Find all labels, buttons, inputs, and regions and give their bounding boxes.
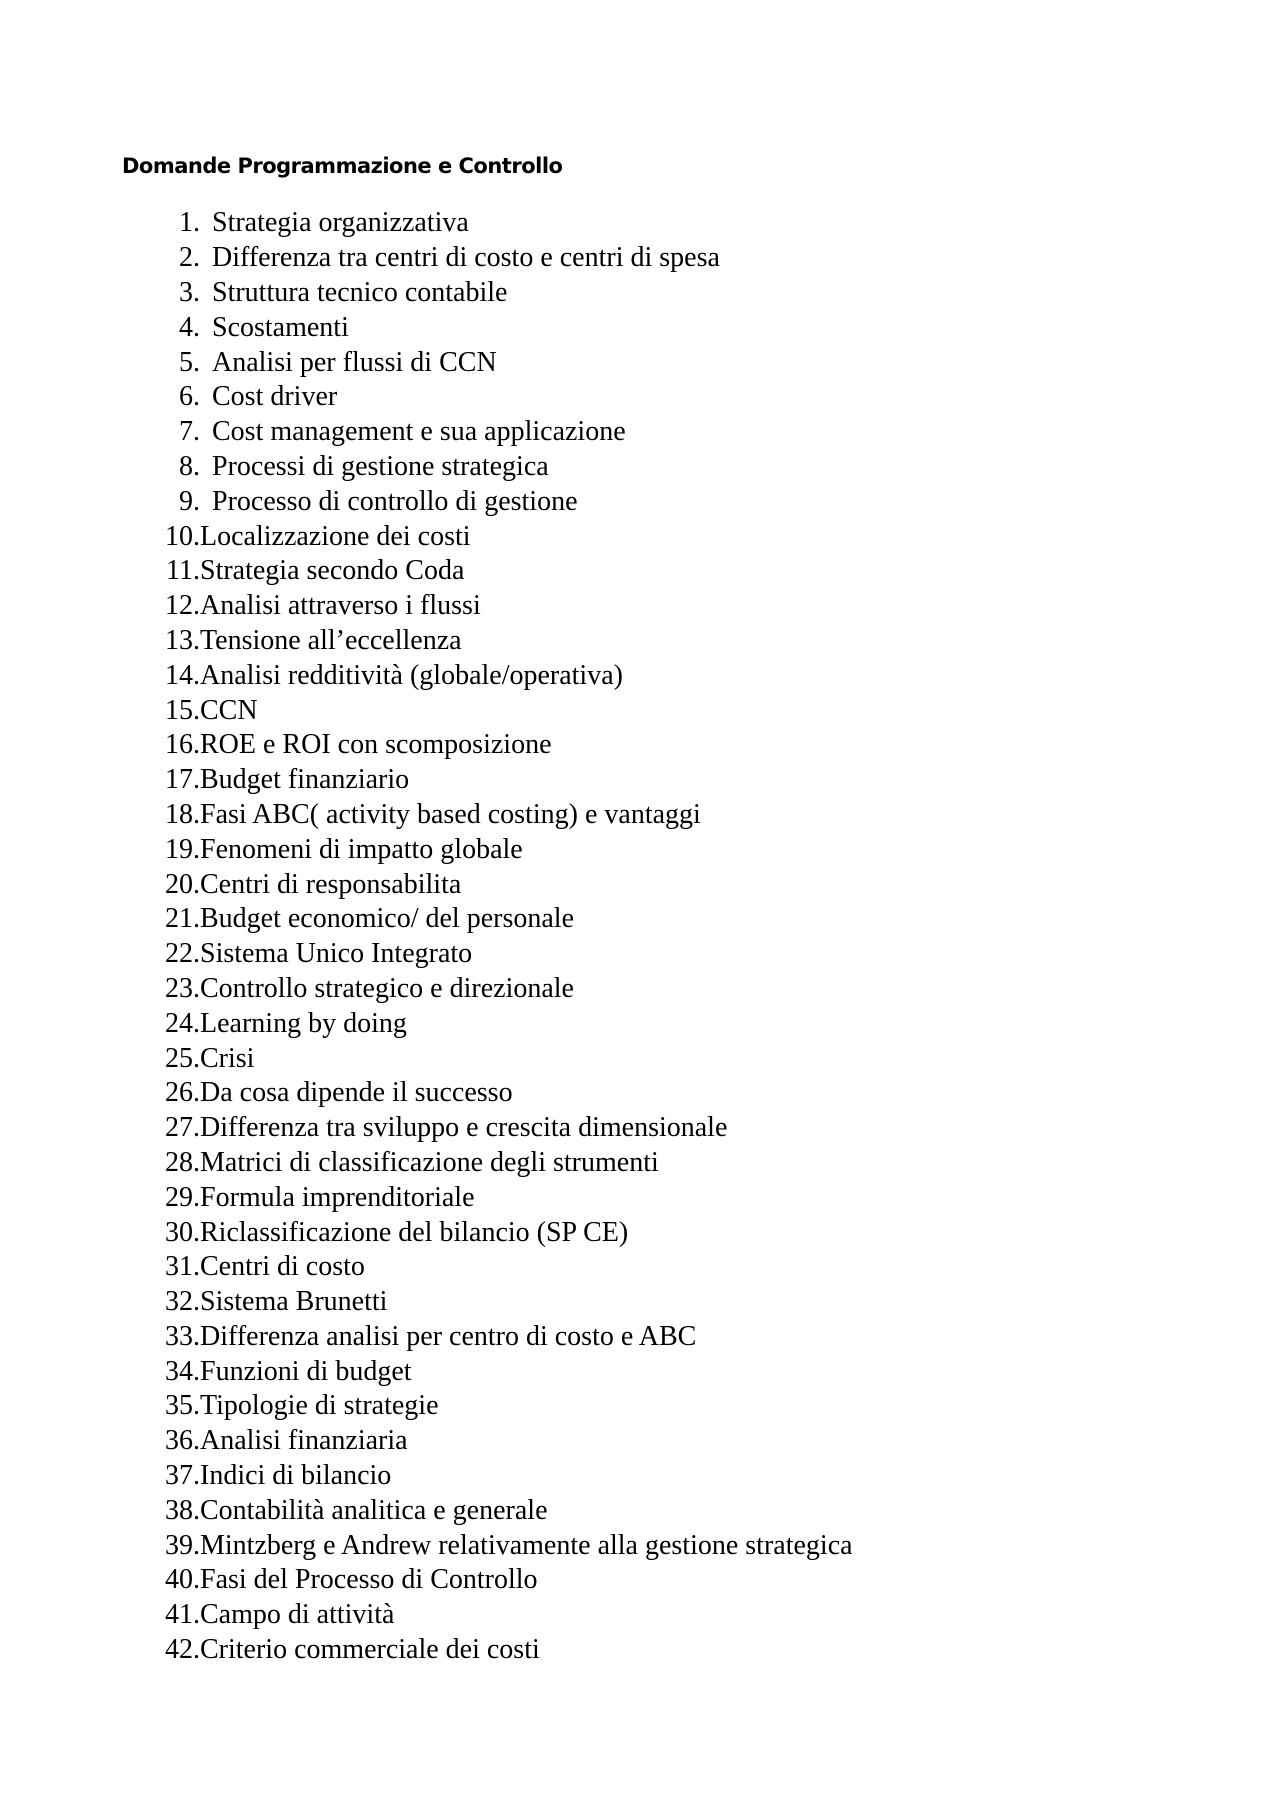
list-item bbox=[160, 484, 853, 519]
question-number: 14. bbox=[165, 659, 200, 691]
question-number: 6. bbox=[179, 381, 200, 413]
question-number: 27. bbox=[165, 1112, 200, 1144]
question-text: Sistema Brunetti bbox=[200, 1286, 388, 1318]
question-text: Indici di bilancio bbox=[200, 1460, 392, 1492]
question-text: Analisi redditività (globale/operativa) bbox=[200, 659, 623, 691]
list-item bbox=[160, 1320, 853, 1355]
question-text: Da cosa dipende il successo bbox=[200, 1077, 513, 1109]
question-number: 38. bbox=[165, 1494, 200, 1526]
question-number: 11. bbox=[166, 555, 200, 587]
list-item bbox=[160, 902, 853, 937]
question-text: Centri di costo bbox=[200, 1251, 365, 1283]
question-number: 13. bbox=[165, 624, 200, 656]
list-item bbox=[160, 728, 853, 763]
question-number: 34. bbox=[165, 1355, 200, 1387]
question-number: 42. bbox=[165, 1634, 200, 1666]
question-number: 24. bbox=[165, 1007, 200, 1039]
question-number: 15. bbox=[165, 694, 200, 726]
question-number: 16. bbox=[165, 729, 200, 761]
list-item bbox=[160, 589, 853, 624]
list-item bbox=[160, 658, 853, 693]
list-item bbox=[160, 554, 853, 589]
question-text: Matrici di classificazione degli strumenti bbox=[200, 1146, 659, 1178]
question-number: 28. bbox=[165, 1146, 200, 1178]
question-number: 19. bbox=[165, 833, 200, 865]
question-number: 25. bbox=[165, 1042, 200, 1074]
list-item bbox=[160, 1459, 853, 1494]
list-item bbox=[160, 1076, 853, 1111]
question-text: Analisi per flussi di CCN bbox=[212, 346, 497, 378]
question-number: 41. bbox=[165, 1599, 200, 1631]
question-text: Strategia secondo Coda bbox=[200, 555, 465, 587]
list-item bbox=[160, 1041, 853, 1076]
list-item bbox=[160, 415, 853, 450]
list-item bbox=[160, 1424, 853, 1459]
question-number: 33. bbox=[165, 1320, 200, 1352]
question-text: Sistema Unico Integrato bbox=[200, 938, 473, 970]
question-text: Crisi bbox=[200, 1042, 255, 1074]
question-number: 40. bbox=[165, 1564, 200, 1596]
question-text: Formula imprenditoriale bbox=[200, 1181, 475, 1213]
question-text: Cost driver bbox=[212, 381, 338, 413]
list-item bbox=[160, 832, 853, 867]
question-text: Tensione all’eccellenza bbox=[200, 624, 462, 656]
question-number: 30. bbox=[165, 1216, 200, 1248]
question-number: 17. bbox=[165, 764, 200, 796]
question-number: 37. bbox=[165, 1460, 200, 1492]
question-text: Differenza tra centri di costo e centri di spesa bbox=[212, 242, 720, 274]
question-number: 2. bbox=[179, 242, 200, 274]
question-text: Strategia organizzativa bbox=[212, 207, 469, 239]
question-text: Processi di gestione strategica bbox=[212, 450, 549, 482]
question-text: Fasi del Processo di Controllo bbox=[200, 1564, 538, 1596]
question-number: 22. bbox=[165, 938, 200, 970]
question-text: Localizzazione dei costi bbox=[200, 520, 471, 552]
question-text: Mintzberg e Andrew relativamente alla gestione strategica bbox=[200, 1529, 853, 1561]
list-item bbox=[160, 1354, 853, 1389]
list-item bbox=[160, 1528, 853, 1563]
question-text: Fasi ABC( activity based costing) e vantaggi bbox=[200, 798, 701, 830]
question-number: 4. bbox=[179, 311, 200, 343]
list-item bbox=[160, 937, 853, 972]
question-number: 20. bbox=[165, 868, 200, 900]
list-item bbox=[160, 1180, 853, 1215]
question-text: Fenomeni di impatto globale bbox=[200, 833, 523, 865]
question-text: Analisi attraverso i flussi bbox=[200, 590, 481, 622]
question-number: 7. bbox=[179, 416, 200, 448]
list-item bbox=[160, 519, 853, 554]
question-number: 39. bbox=[165, 1529, 200, 1561]
question-number: 35. bbox=[165, 1390, 200, 1422]
question-number: 9. bbox=[179, 485, 200, 517]
list-item bbox=[160, 1493, 853, 1528]
list-item bbox=[160, 345, 853, 380]
question-number: 29. bbox=[165, 1181, 200, 1213]
question-number: 36. bbox=[165, 1425, 200, 1457]
list-item bbox=[160, 310, 853, 345]
list-item bbox=[160, 1215, 853, 1250]
question-text: Controllo strategico e direzionale bbox=[200, 972, 574, 1004]
question-number: 31. bbox=[165, 1251, 200, 1283]
list-item bbox=[160, 1111, 853, 1146]
question-number: 32. bbox=[165, 1286, 200, 1318]
list-item bbox=[160, 1598, 853, 1633]
question-number: 21. bbox=[165, 903, 200, 935]
question-number: 23. bbox=[165, 972, 200, 1004]
question-text: ROE e ROI con scomposizione bbox=[200, 729, 552, 761]
list-item bbox=[160, 798, 853, 833]
question-text: Differenza analisi per centro di costo e ABC bbox=[200, 1320, 697, 1352]
question-number: 1. bbox=[179, 207, 200, 239]
list-item bbox=[160, 1389, 853, 1424]
list-item bbox=[160, 450, 853, 485]
question-text: Tipologie di strategie bbox=[200, 1390, 439, 1422]
question-text: Differenza tra sviluppo e crescita dimensionale bbox=[200, 1112, 728, 1144]
question-text: Scostamenti bbox=[212, 311, 349, 343]
question-number: 5. bbox=[179, 346, 200, 378]
list-item bbox=[160, 206, 853, 241]
list-item bbox=[160, 972, 853, 1007]
question-number: 12. bbox=[165, 590, 200, 622]
list-item bbox=[160, 1285, 853, 1320]
list-item bbox=[160, 276, 853, 311]
list-item bbox=[160, 867, 853, 902]
question-number: 3. bbox=[179, 276, 200, 308]
question-text: Funzioni di budget bbox=[200, 1355, 412, 1387]
list-item bbox=[160, 1006, 853, 1041]
question-text: Cost management e sua applicazione bbox=[212, 416, 626, 448]
question-text: Budget economico/ del personale bbox=[200, 903, 574, 935]
question-text: Budget finanziario bbox=[200, 764, 410, 796]
list-item bbox=[160, 1633, 853, 1668]
document-title: Domande Programmazione e Controllo bbox=[122, 154, 563, 178]
list-item bbox=[160, 1563, 853, 1598]
question-text: Analisi finanziaria bbox=[200, 1425, 408, 1457]
question-number: 8. bbox=[179, 450, 200, 482]
list-item bbox=[160, 624, 853, 659]
list-item bbox=[160, 693, 853, 728]
question-text: Riclassificazione del bilancio (SP CE) bbox=[200, 1216, 629, 1248]
question-text: Processo di controllo di gestione bbox=[212, 485, 578, 517]
question-text: Campo di attività bbox=[200, 1599, 395, 1631]
question-number: 18. bbox=[165, 798, 200, 830]
list-item bbox=[160, 241, 853, 276]
list-item bbox=[160, 1250, 853, 1285]
question-text: Learning by doing bbox=[200, 1007, 407, 1039]
list-item bbox=[160, 380, 853, 415]
list-item bbox=[160, 1146, 853, 1181]
question-number: 10. bbox=[165, 520, 200, 552]
question-text: Centri di responsabilita bbox=[200, 868, 462, 900]
question-text: Criterio commerciale dei costi bbox=[200, 1634, 540, 1666]
question-text: CCN bbox=[200, 694, 258, 726]
question-text: Contabilità analitica e generale bbox=[200, 1494, 548, 1526]
question-text: Struttura tecnico contabile bbox=[212, 276, 508, 308]
question-list bbox=[160, 206, 853, 1667]
list-item bbox=[160, 763, 853, 798]
question-number: 26. bbox=[165, 1077, 200, 1109]
